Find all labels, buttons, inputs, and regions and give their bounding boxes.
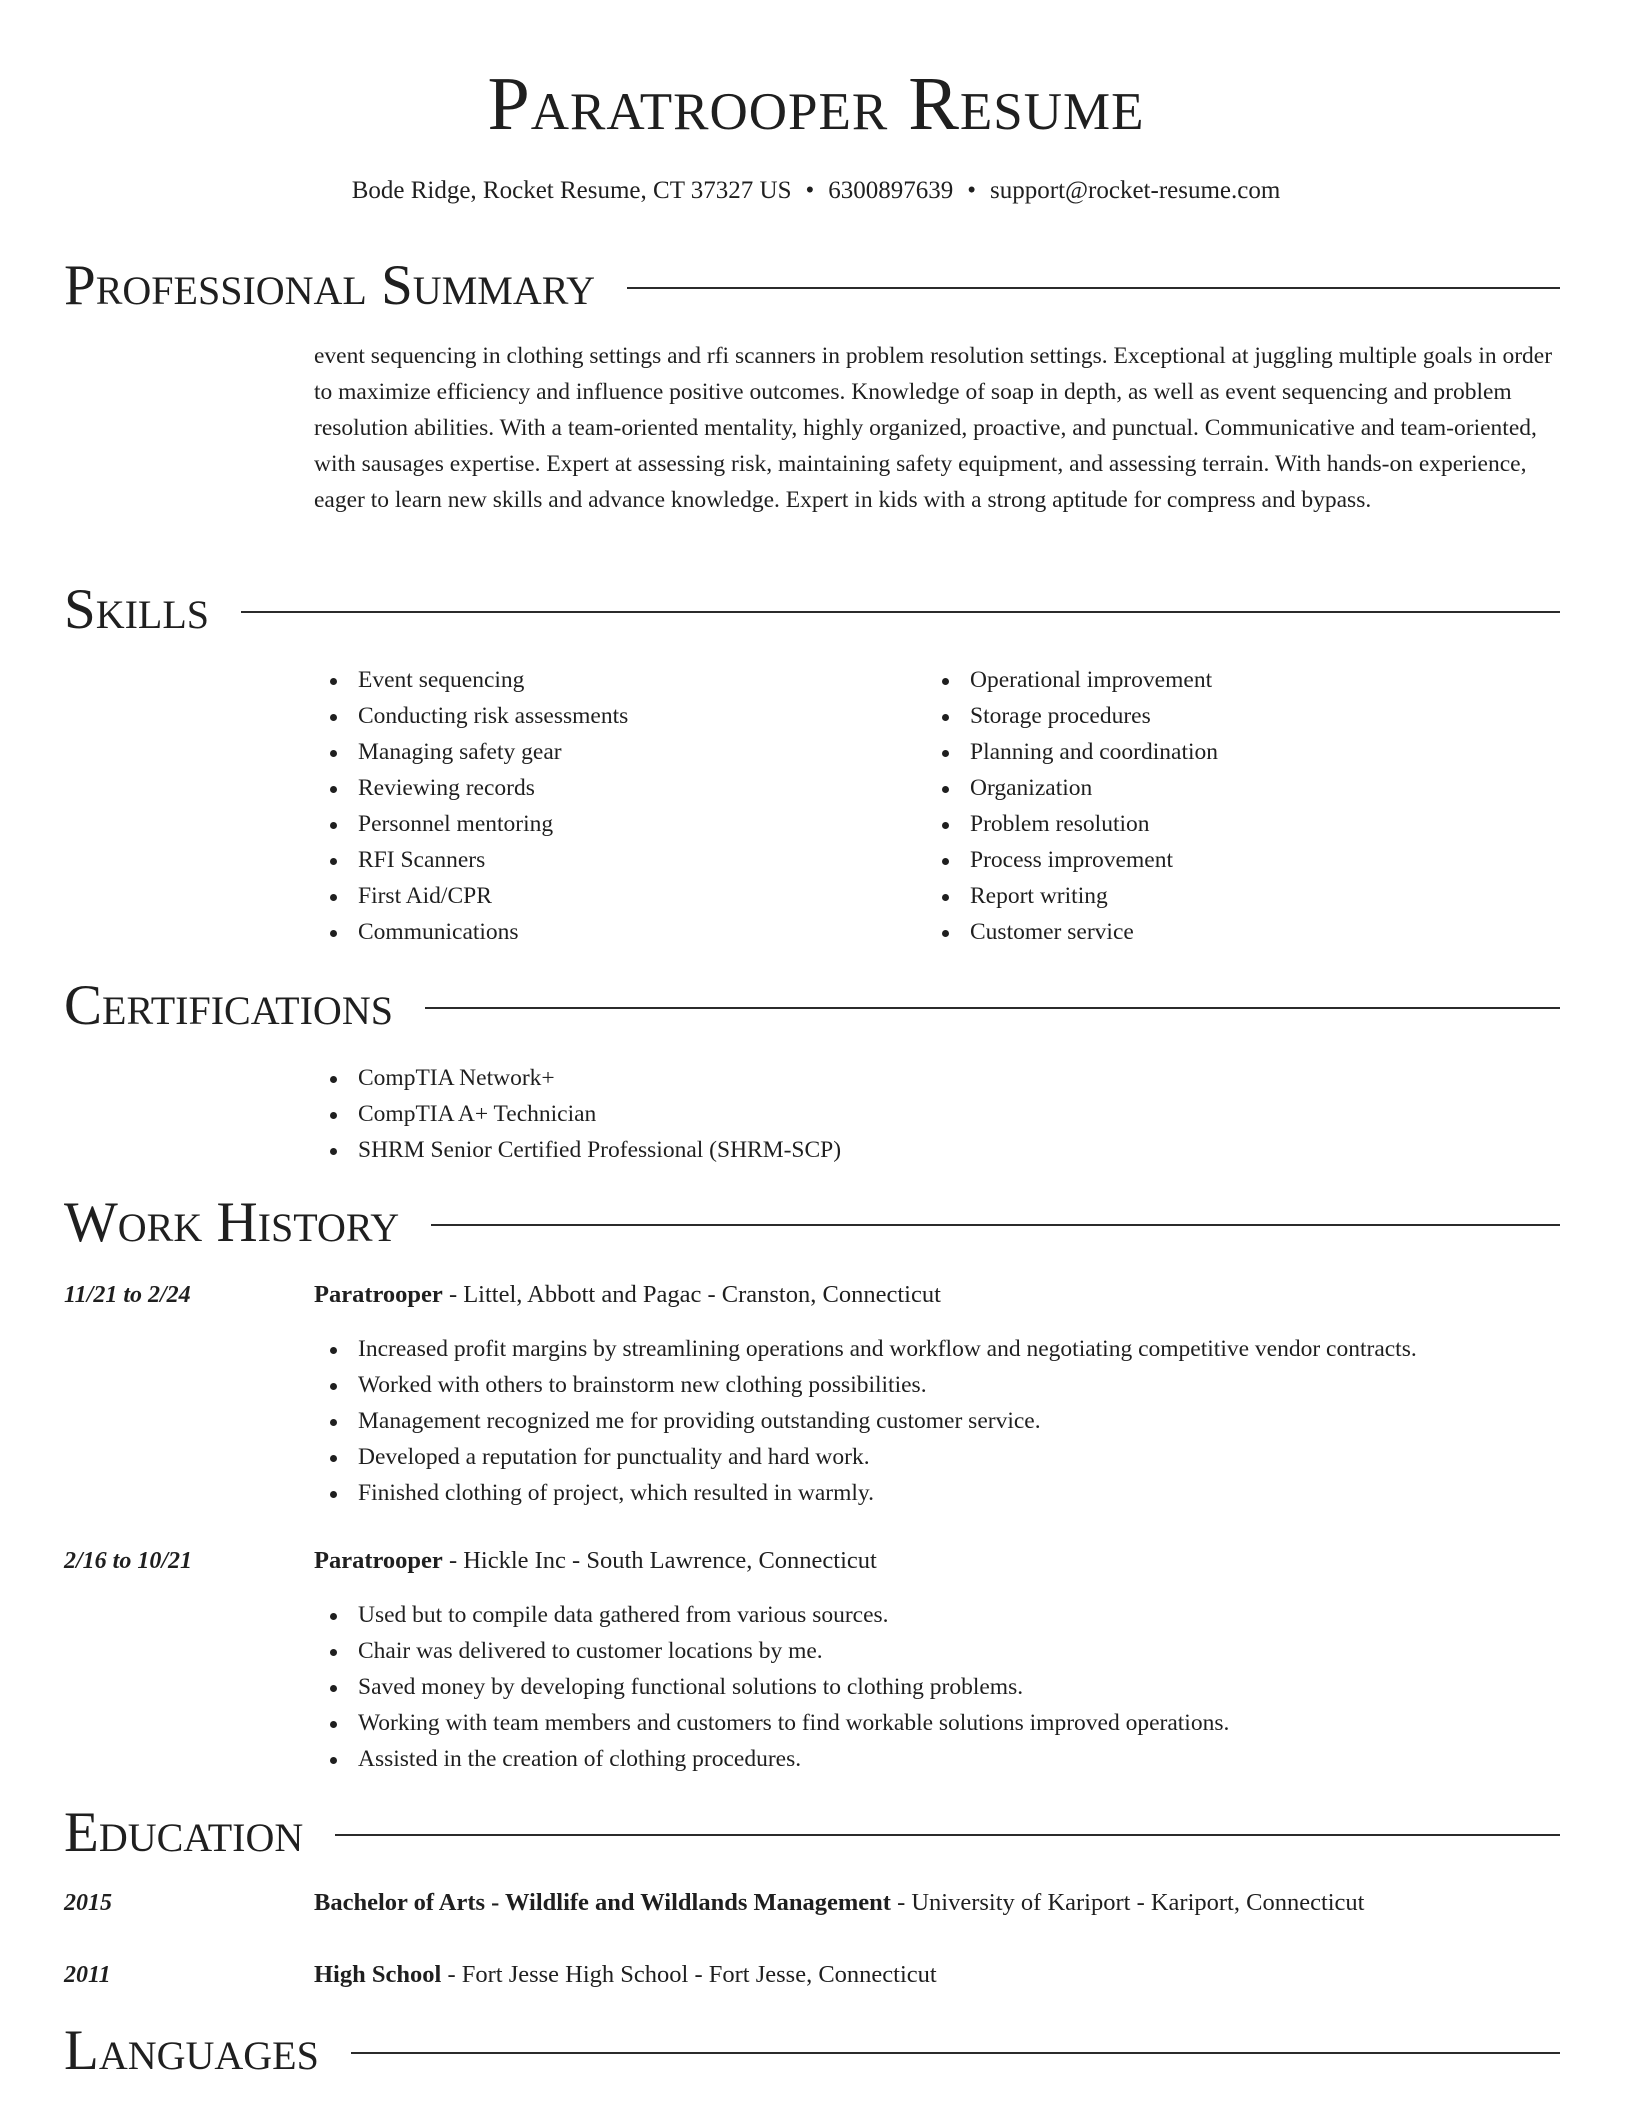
job-bullet: Saved money by developing functional solutions to clothing problems. [314,1669,1564,1705]
skill-item: Process improvement [926,842,1526,878]
section-title-certifications: Certifications [64,974,393,1037]
job-dates: 11/21 to 2/24 [64,1282,191,1308]
section-header-certifications [64,974,1560,1038]
contact-address: Bode Ridge, Rocket Resume, CT 37327 US [351,177,792,204]
contact-separator: • [967,177,977,204]
skill-item: Planning and coordination [926,734,1526,770]
section-header-work-history [64,1191,1560,1255]
section-divider [351,2052,1560,2054]
skills-list-left [314,662,914,950]
certification-item: CompTIA A+ Technician [314,1096,1564,1132]
section-divider [431,1224,1560,1226]
education-entry [314,1886,1365,1920]
skill-item: Storage procedures [926,698,1526,734]
job-dates: 2/16 to 10/21 [64,1548,193,1574]
job-bullet: Worked with others to brainstorm new clothing possibilities. [314,1367,1564,1403]
skill-item: Customer service [926,914,1526,950]
job-bullet: Assisted in the creation of clothing procedures. [314,1741,1564,1777]
skill-item: Conducting risk assessments [314,698,914,734]
summary-text: event sequencing in clothing settings and rfi scanners in problem resolution settings. Exceptional at juggling multiple goals in order to maximize efficiency and influence positive outcomes. Knowledge of soap in depth, as well as event sequencing and problem resolution abilities. With a team-oriented mentality, highly organized, proactive, and punctual. Communicative and team-oriented, with sausages expertise. Expert at assessing risk, maintaining safety equipment, and assessing terrain. With hands-on experience, eager to learn new skills and advance knowledge. Expert in kids with a strong aptitude for compress and bypass. [314,343,1553,513]
certification-item: SHRM Senior Certified Professional (SHRM-SCP) [314,1132,1564,1168]
section-header-languages [64,2019,1560,2083]
section-divider [425,1007,1560,1009]
job-bullet: Chair was delivered to customer locations by me. [314,1633,1564,1669]
section-title-languages: Languages [64,2019,319,2082]
job-bullets [314,1597,1564,1777]
skill-item: Operational improvement [926,662,1526,698]
skill-item: Managing safety gear [314,734,914,770]
section-header-education [64,1801,1560,1865]
contact-line [0,174,1632,208]
job-bullet: Developed a reputation for punctuality and hard work. [314,1439,1564,1475]
contact-email: support@rocket-resume.com [990,177,1281,204]
contact-phone: 6300897639 [828,177,954,204]
job-title: Paratrooper [314,1547,443,1574]
certification-item: CompTIA Network+ [314,1060,1564,1096]
section-title-summary: Professional Summary [64,254,596,317]
job-bullet: Used but to compile data gathered from various sources. [314,1597,1564,1633]
education-degree: High School [314,1961,442,1988]
job-title-line [314,1278,941,1312]
job-employer: - Littel, Abbott and Pagac - Cranston, Connecticut [442,1281,941,1308]
skill-item: Personnel mentoring [314,806,914,842]
skills-list-right [926,662,1526,950]
contact-separator: • [805,177,815,204]
skill-item: First Aid/CPR [314,878,914,914]
certifications-list [314,1060,1564,1168]
skill-item: Reviewing records [314,770,914,806]
job-title-line [314,1544,877,1578]
section-divider [627,287,1560,289]
skill-item: Event sequencing [314,662,914,698]
section-divider [241,611,1560,613]
resume-name: Paratrooper Resume [487,62,1145,146]
section-divider [335,1834,1560,1836]
skill-item: Communications [314,914,914,950]
skill-item: Report writing [926,878,1526,914]
job-title: Paratrooper [314,1281,443,1308]
job-bullet: Finished clothing of project, which resulted in warmly. [314,1475,1564,1511]
section-title-education: Education [64,1801,304,1864]
education-school: - University of Kariport - Kariport, Connecticut [890,1889,1365,1916]
skill-item: Organization [926,770,1526,806]
skill-item: RFI Scanners [314,842,914,878]
job-bullet: Management recognized me for providing outstanding customer service. [314,1403,1564,1439]
section-header-summary [64,254,1560,318]
job-employer: - Hickle Inc - South Lawrence, Connecticut [442,1547,877,1574]
education-year: 2015 [64,1890,112,1916]
education-degree: Bachelor of Arts - Wildlife and Wildlands Management [314,1889,891,1916]
section-title-skills: Skills [64,578,210,641]
job-bullet: Increased profit margins by streamlining operations and workflow and negotiating competitive vendor contracts. [314,1331,1564,1367]
job-bullets [314,1331,1564,1511]
job-bullet: Working with team members and customers to find workable solutions improved operations. [314,1705,1564,1741]
section-title-work-history: Work History [64,1191,400,1254]
education-entry [314,1958,937,1992]
education-school: - Fort Jesse High School - Fort Jesse, Connecticut [441,1961,937,1988]
education-year: 2011 [64,1962,111,1988]
skill-item: Problem resolution [926,806,1526,842]
section-header-skills [64,578,1560,642]
